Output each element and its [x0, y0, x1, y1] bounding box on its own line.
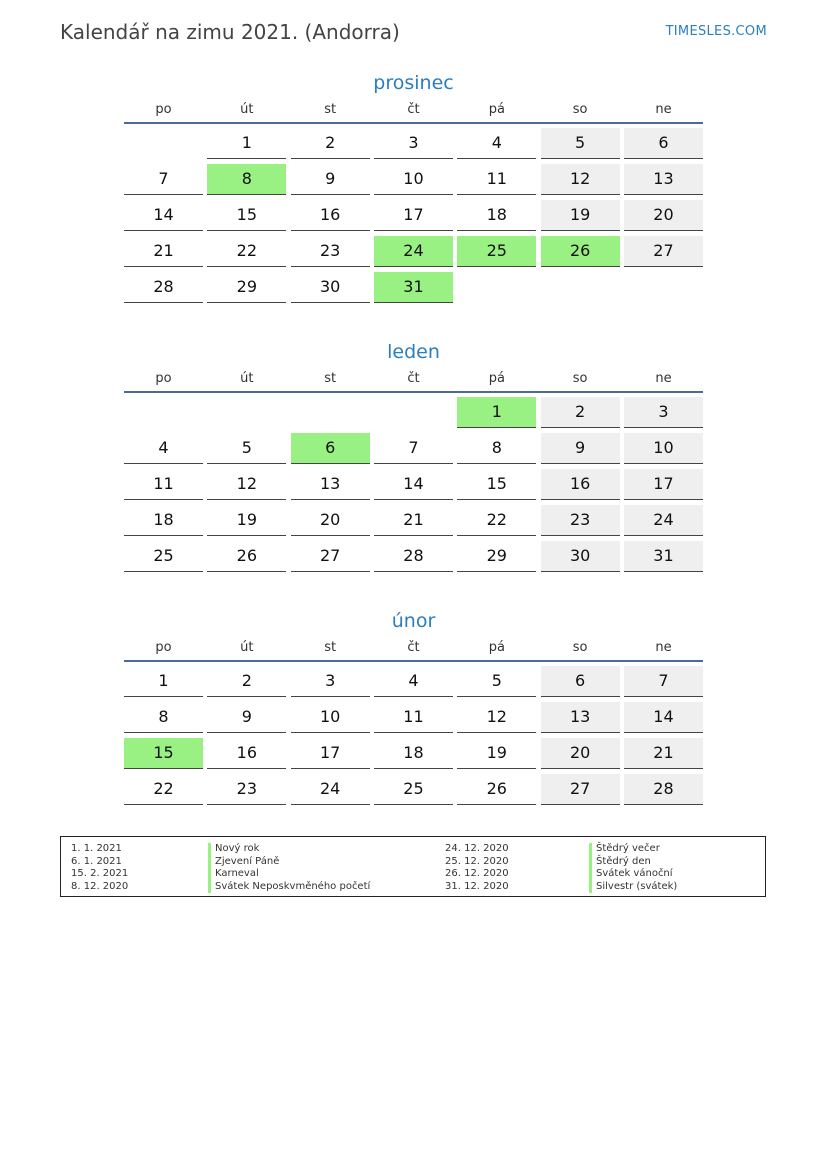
day-cell: 4	[457, 128, 536, 159]
day-cell: 20	[624, 200, 703, 231]
legend-dates-2	[445, 843, 509, 893]
day-cell: 27	[291, 541, 370, 572]
day-cell: 3	[374, 128, 453, 159]
legend-holiday-name: Karneval	[208, 868, 370, 881]
day-cell: 25	[374, 774, 453, 805]
legend-date: 1. 1. 2021	[71, 843, 122, 854]
day-cell: 4	[374, 666, 453, 697]
legend-holiday-name: Nový rok	[208, 843, 370, 856]
week-row	[124, 469, 703, 505]
day-cell: 18	[374, 738, 453, 769]
day-cell: 16	[207, 738, 286, 769]
day-cell: 10	[624, 433, 703, 464]
legend-holiday-name: Silvestr (svátek)	[589, 881, 677, 894]
legend-names-2	[589, 843, 677, 893]
day-cell: 3	[291, 666, 370, 697]
day-cell: 24	[374, 236, 453, 267]
weekday-label: so	[572, 371, 588, 386]
day-cell: 14	[374, 469, 453, 500]
day-cell: 30	[541, 541, 620, 572]
weekday-label: po	[155, 371, 172, 386]
day-cell: 1	[124, 666, 203, 697]
day-cell: 26	[457, 774, 536, 805]
day-cell: 28	[624, 774, 703, 805]
empty-day-cell	[541, 272, 620, 302]
legend-date: 25. 12. 2020	[445, 855, 509, 867]
weekday-label: čt	[407, 640, 420, 655]
day-cell: 8	[124, 702, 203, 733]
day-cell: 7	[124, 164, 203, 195]
month-calendar	[124, 337, 703, 577]
weekday-label: pá	[488, 371, 505, 386]
day-cell: 23	[207, 774, 286, 805]
day-cell: 26	[207, 541, 286, 572]
weekday-label: so	[572, 640, 588, 655]
day-cell: 11	[124, 469, 203, 500]
weekday-label: čt	[407, 102, 420, 117]
day-cell: 12	[457, 702, 536, 733]
page-title: Kalendář na zimu 2021. (Andorra)	[60, 20, 400, 44]
legend-date: 8. 12. 2020	[71, 880, 129, 892]
legend-date: 24. 12. 2020	[445, 843, 509, 854]
empty-day-cell	[457, 272, 536, 302]
day-cell: 21	[124, 236, 203, 267]
day-cell: 5	[457, 666, 536, 697]
day-cell: 5	[207, 433, 286, 464]
weekday-label: st	[324, 640, 337, 655]
week-row	[124, 236, 703, 272]
day-cell: 19	[207, 505, 286, 536]
legend-holiday-name: Zjevení Páně	[208, 856, 370, 869]
weekday-label: pá	[488, 640, 505, 655]
month-name: leden	[387, 341, 440, 363]
weekday-label: út	[240, 640, 254, 655]
day-cell: 13	[624, 164, 703, 195]
day-cell: 12	[541, 164, 620, 195]
day-cell: 21	[374, 505, 453, 536]
weekday-label: ne	[655, 102, 672, 117]
day-cell: 8	[207, 164, 286, 195]
day-cell: 13	[541, 702, 620, 733]
day-cell: 11	[374, 702, 453, 733]
day-cell: 22	[207, 236, 286, 267]
month-name: únor	[391, 610, 436, 632]
empty-day-cell	[124, 128, 203, 158]
empty-day-cell	[291, 397, 370, 427]
legend-holiday-name: Svátek Neposkvměného početí	[208, 881, 370, 894]
day-cell: 12	[207, 469, 286, 500]
day-cell: 7	[624, 666, 703, 697]
weekday-label: st	[324, 371, 337, 386]
empty-day-cell	[624, 272, 703, 302]
legend-holiday-name: Svátek vánoční	[589, 868, 677, 881]
day-cell: 29	[457, 541, 536, 572]
legend-names-1	[208, 843, 370, 893]
day-cell: 15	[457, 469, 536, 500]
day-cell: 10	[291, 702, 370, 733]
day-cell: 3	[624, 397, 703, 428]
day-cell: 25	[124, 541, 203, 572]
day-cell: 9	[291, 164, 370, 195]
day-cell: 2	[207, 666, 286, 697]
day-cell: 23	[291, 236, 370, 267]
week-row	[124, 272, 703, 308]
weekday-label: ne	[655, 371, 672, 386]
weekday-label: po	[155, 640, 172, 655]
day-cell: 1	[207, 128, 286, 159]
day-cell: 8	[457, 433, 536, 464]
day-cell: 16	[541, 469, 620, 500]
day-cell: 24	[291, 774, 370, 805]
legend-dates-1	[71, 843, 128, 893]
day-cell: 27	[624, 236, 703, 267]
legend-holiday-name: Štědrý večer	[589, 843, 677, 856]
weekday-header	[124, 98, 703, 124]
day-cell: 2	[541, 397, 620, 428]
day-cell: 17	[374, 200, 453, 231]
day-cell: 6	[541, 666, 620, 697]
legend-date: 6. 1. 2021	[71, 855, 122, 867]
week-row	[124, 738, 703, 774]
day-cell: 18	[457, 200, 536, 231]
day-cell: 24	[624, 505, 703, 536]
week-row	[124, 164, 703, 200]
weekday-label: so	[572, 102, 588, 117]
day-cell: 13	[291, 469, 370, 500]
legend-date: 26. 12. 2020	[445, 868, 509, 879]
legend-date: 15. 2. 2021	[71, 868, 129, 879]
day-cell: 19	[457, 738, 536, 769]
day-cell: 31	[624, 541, 703, 572]
week-row	[124, 433, 703, 469]
day-cell: 20	[291, 505, 370, 536]
day-cell: 2	[291, 128, 370, 159]
weekday-label: čt	[407, 371, 420, 386]
week-row	[124, 397, 703, 433]
day-cell: 23	[541, 505, 620, 536]
day-cell: 27	[541, 774, 620, 805]
weekday-header	[124, 636, 703, 662]
day-cell: 6	[624, 128, 703, 159]
week-row	[124, 774, 703, 810]
day-cell: 14	[624, 702, 703, 733]
day-cell: 14	[124, 200, 203, 231]
day-cell: 6	[291, 433, 370, 464]
weekday-header	[124, 367, 703, 393]
weekday-label: pá	[488, 102, 505, 117]
day-cell: 17	[624, 469, 703, 500]
day-cell: 16	[291, 200, 370, 231]
month-calendar	[124, 68, 703, 308]
day-cell: 26	[541, 236, 620, 267]
legend-holiday-name: Štědrý den	[589, 856, 677, 869]
month-name: prosinec	[373, 72, 454, 94]
day-cell: 9	[207, 702, 286, 733]
day-cell: 21	[624, 738, 703, 769]
day-cell: 22	[124, 774, 203, 805]
day-cell: 22	[457, 505, 536, 536]
empty-day-cell	[374, 397, 453, 427]
weekday-label: st	[324, 102, 337, 117]
day-cell: 28	[124, 272, 203, 303]
day-cell: 1	[457, 397, 536, 428]
day-cell: 10	[374, 164, 453, 195]
weekday-label: út	[240, 371, 254, 386]
empty-day-cell	[207, 397, 286, 427]
holiday-legend	[60, 836, 766, 897]
day-cell: 5	[541, 128, 620, 159]
weekday-label: ne	[655, 640, 672, 655]
day-cell: 4	[124, 433, 203, 464]
legend-date: 31. 12. 2020	[445, 880, 509, 892]
weekday-label: út	[240, 102, 254, 117]
week-row	[124, 200, 703, 236]
week-row	[124, 541, 703, 577]
week-row	[124, 702, 703, 738]
day-cell: 29	[207, 272, 286, 303]
day-cell: 18	[124, 505, 203, 536]
day-cell: 20	[541, 738, 620, 769]
week-row	[124, 666, 703, 702]
day-cell: 28	[374, 541, 453, 572]
week-row	[124, 128, 703, 164]
month-calendar	[124, 606, 703, 810]
day-cell: 25	[457, 236, 536, 267]
day-cell: 17	[291, 738, 370, 769]
weekday-label: po	[155, 102, 172, 117]
day-cell: 31	[374, 272, 453, 303]
week-row	[124, 505, 703, 541]
empty-day-cell	[124, 397, 203, 427]
day-cell: 7	[374, 433, 453, 464]
day-cell: 15	[124, 738, 203, 769]
day-cell: 15	[207, 200, 286, 231]
day-cell: 30	[291, 272, 370, 303]
day-cell: 19	[541, 200, 620, 231]
brand-link[interactable]: TIMESLES.COM	[665, 24, 767, 39]
day-cell: 9	[541, 433, 620, 464]
day-cell: 11	[457, 164, 536, 195]
